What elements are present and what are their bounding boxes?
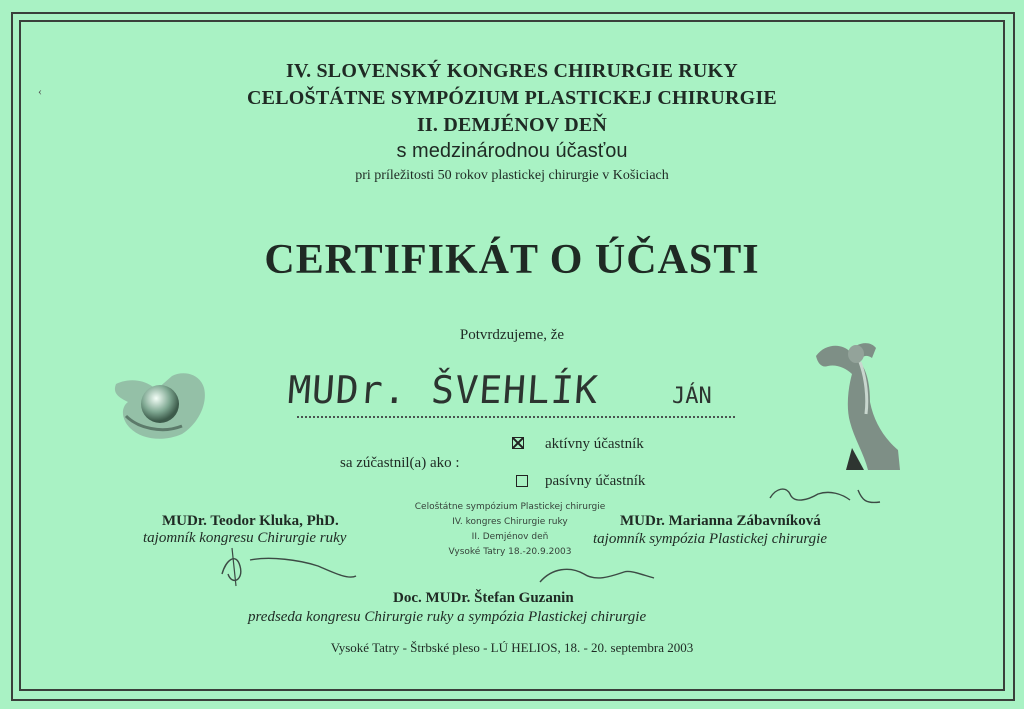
participation-label: sa zúčastnil(a) ako : — [340, 455, 460, 471]
center-signatory-role: predseda kongresu Chirurgie ruky a sympózia Plastickej chirurgie — [248, 609, 647, 625]
footer-venue-date: Vysoké Tatry - Štrbské pleso - LÚ HELIOS, 18. - 20. septembra 2003 — [330, 640, 694, 655]
passive-participant-checkbox[interactable] — [516, 475, 528, 487]
hand-sphere-icon — [112, 368, 208, 449]
participant-name: MUDr. ŠVEHLÍK — [286, 368, 600, 412]
right-signatory-role: tajomník sympózia Plastickej chirurgie — [593, 531, 827, 547]
active-participant-checkbox[interactable] — [512, 437, 524, 449]
active-participant-label: aktívny účastník — [545, 436, 644, 452]
center-signatory-name: Doc. MUDr. Štefan Guzanin — [393, 590, 574, 606]
stamp-line-1: Celoštátne sympózium Plastickej chirurgie — [414, 502, 606, 512]
participant-first-name: JÁN — [672, 384, 712, 409]
header-line-2: CELOŠTÁTNE SYMPÓZIUM PLASTICKEJ CHIRURGIE — [247, 87, 777, 109]
corner-mark: ‹ — [38, 84, 42, 98]
stamp-line-3: II. Demjénov deň — [471, 532, 549, 542]
stamp-line-4: Vysoké Tatry 18.-20.9.2003 — [448, 547, 572, 557]
right-signatory-name: MUDr. Marianna Zábavníková — [620, 513, 821, 529]
name-dotted-line — [297, 416, 735, 418]
header-line-1: IV. SLOVENSKÝ KONGRES CHIRURGIE RUKY — [286, 60, 738, 82]
left-signatory-role: tajomník kongresu Chirurgie ruky — [143, 530, 347, 546]
left-signatory-name: MUDr. Teodor Kluka, PhD. — [162, 513, 339, 529]
stamp-line-2: IV. kongres Chirurgie ruky — [452, 517, 568, 527]
passive-participant-label: pasívny účastník — [545, 473, 646, 489]
confirm-text: Potvrdzujeme, že — [459, 327, 565, 343]
statue-image — [806, 338, 910, 477]
header-line-5: pri príležitosti 50 rokov plastickej chirurgie v Košiciach — [355, 168, 669, 183]
header-line-4: s medzinárodnou účasťou — [396, 140, 628, 162]
header-line-3: II. DEMJÉNOV DEŇ — [416, 114, 608, 136]
official-stamp — [395, 500, 625, 560]
certificate-title: CERTIFIKÁT O ÚČASTI — [264, 237, 760, 283]
